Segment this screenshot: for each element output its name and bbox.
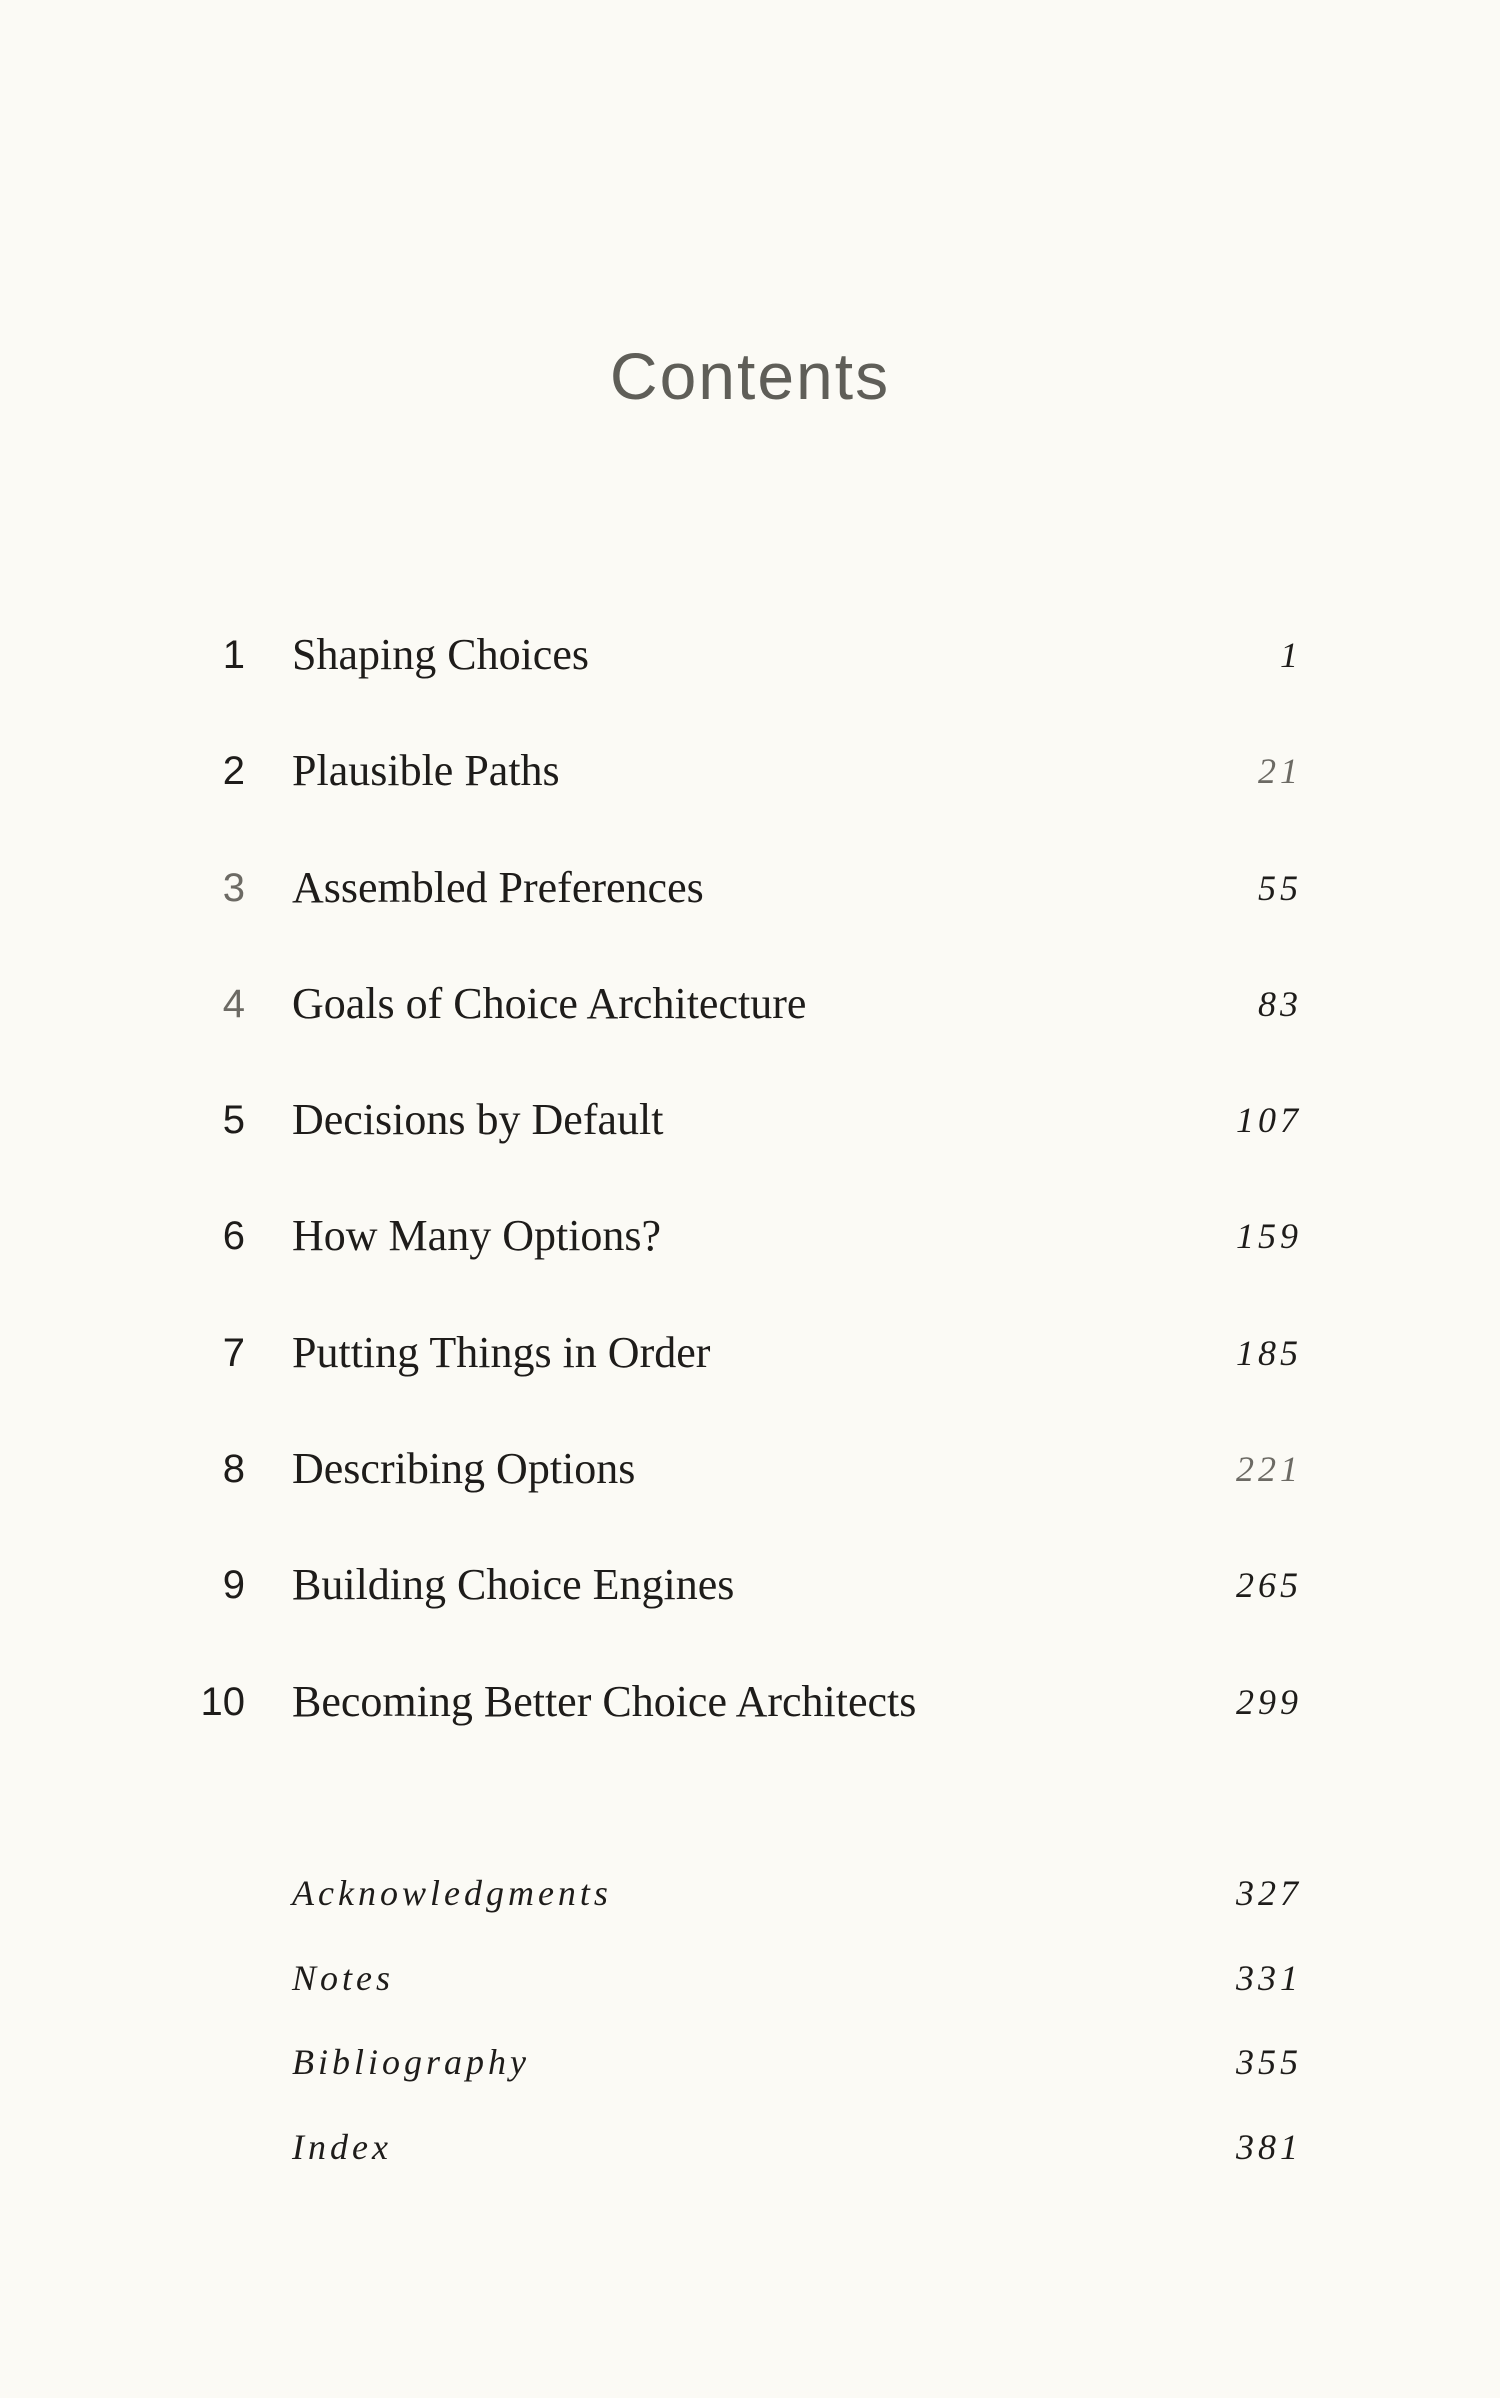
page-number: 355 xyxy=(1236,2042,1302,2082)
chapter-title: Shaping Choices xyxy=(292,630,589,679)
back-matter-title: Acknowledgments xyxy=(292,1873,612,1913)
chapter-title: Putting Things in Order xyxy=(292,1327,711,1377)
page-number: 381 xyxy=(1236,2126,1302,2167)
toc-entry-chapter-9[interactable] xyxy=(0,1550,1500,1666)
page-title: Contents xyxy=(609,339,891,413)
page-number: 265 xyxy=(1236,1565,1302,1606)
toc-entry-chapter-5[interactable] xyxy=(0,1085,1500,1201)
page-number: 159 xyxy=(1236,1216,1302,1257)
chapter-number: 3 xyxy=(222,865,245,910)
toc-entry-notes[interactable] xyxy=(0,1943,1500,2028)
toc-entry-chapter-4[interactable] xyxy=(0,969,1500,1085)
chapter-number: 2 xyxy=(222,749,245,794)
chapter-number: 9 xyxy=(222,1563,245,1608)
chapter-number: 1 xyxy=(222,633,245,677)
toc-entry-chapter-8[interactable] xyxy=(0,1434,1500,1550)
page-number: 107 xyxy=(1236,1100,1302,1141)
page-number: 221 xyxy=(1236,1449,1302,1490)
toc-entry-chapter-3[interactable] xyxy=(0,853,1500,969)
toc-entry-bibliography[interactable] xyxy=(0,2027,1500,2112)
page-number: 55 xyxy=(1258,867,1302,908)
toc-entry-chapter-1[interactable] xyxy=(0,620,1500,736)
toc-entry-chapter-6[interactable] xyxy=(0,1201,1500,1317)
page-number: 21 xyxy=(1258,751,1302,792)
page-number: 1 xyxy=(1280,635,1302,675)
back-matter-list xyxy=(0,1858,1500,2196)
toc-entry-index[interactable] xyxy=(0,2112,1500,2197)
chapter-number: 7 xyxy=(222,1330,245,1375)
chapter-title: Goals of Choice Architecture xyxy=(292,978,807,1028)
chapter-title: Assembled Preferences xyxy=(292,862,704,912)
chapter-number: 6 xyxy=(222,1214,245,1259)
page-number: 299 xyxy=(1236,1681,1302,1722)
toc-entry-acknowledgments[interactable] xyxy=(0,1858,1500,1943)
toc-entry-chapter-2[interactable] xyxy=(0,736,1500,852)
chapter-title: Building Choice Engines xyxy=(292,1560,735,1610)
page-number: 327 xyxy=(1236,1873,1302,1913)
page-number: 83 xyxy=(1258,983,1302,1024)
chapter-number: 5 xyxy=(222,1098,245,1143)
chapter-title: How Many Options? xyxy=(292,1211,662,1261)
chapter-title: Describing Options xyxy=(292,1444,636,1494)
chapter-list xyxy=(0,620,1500,1783)
page-number: 331 xyxy=(1236,1957,1302,1998)
chapter-title: Becoming Better Choice Architects xyxy=(292,1676,917,1726)
page-number: 185 xyxy=(1236,1332,1302,1373)
chapter-title: Plausible Paths xyxy=(292,746,560,796)
chapter-number: 4 xyxy=(222,981,245,1026)
toc-entry-chapter-7[interactable] xyxy=(0,1318,1500,1434)
chapter-number: 10 xyxy=(200,1679,245,1724)
toc-entry-chapter-10[interactable] xyxy=(0,1667,1500,1783)
chapter-number: 8 xyxy=(222,1447,245,1492)
back-matter-title: Bibliography xyxy=(292,2042,530,2082)
back-matter-title: Index xyxy=(292,2126,392,2167)
back-matter-title: Notes xyxy=(292,1957,395,1998)
chapter-title: Decisions by Default xyxy=(292,1095,664,1145)
